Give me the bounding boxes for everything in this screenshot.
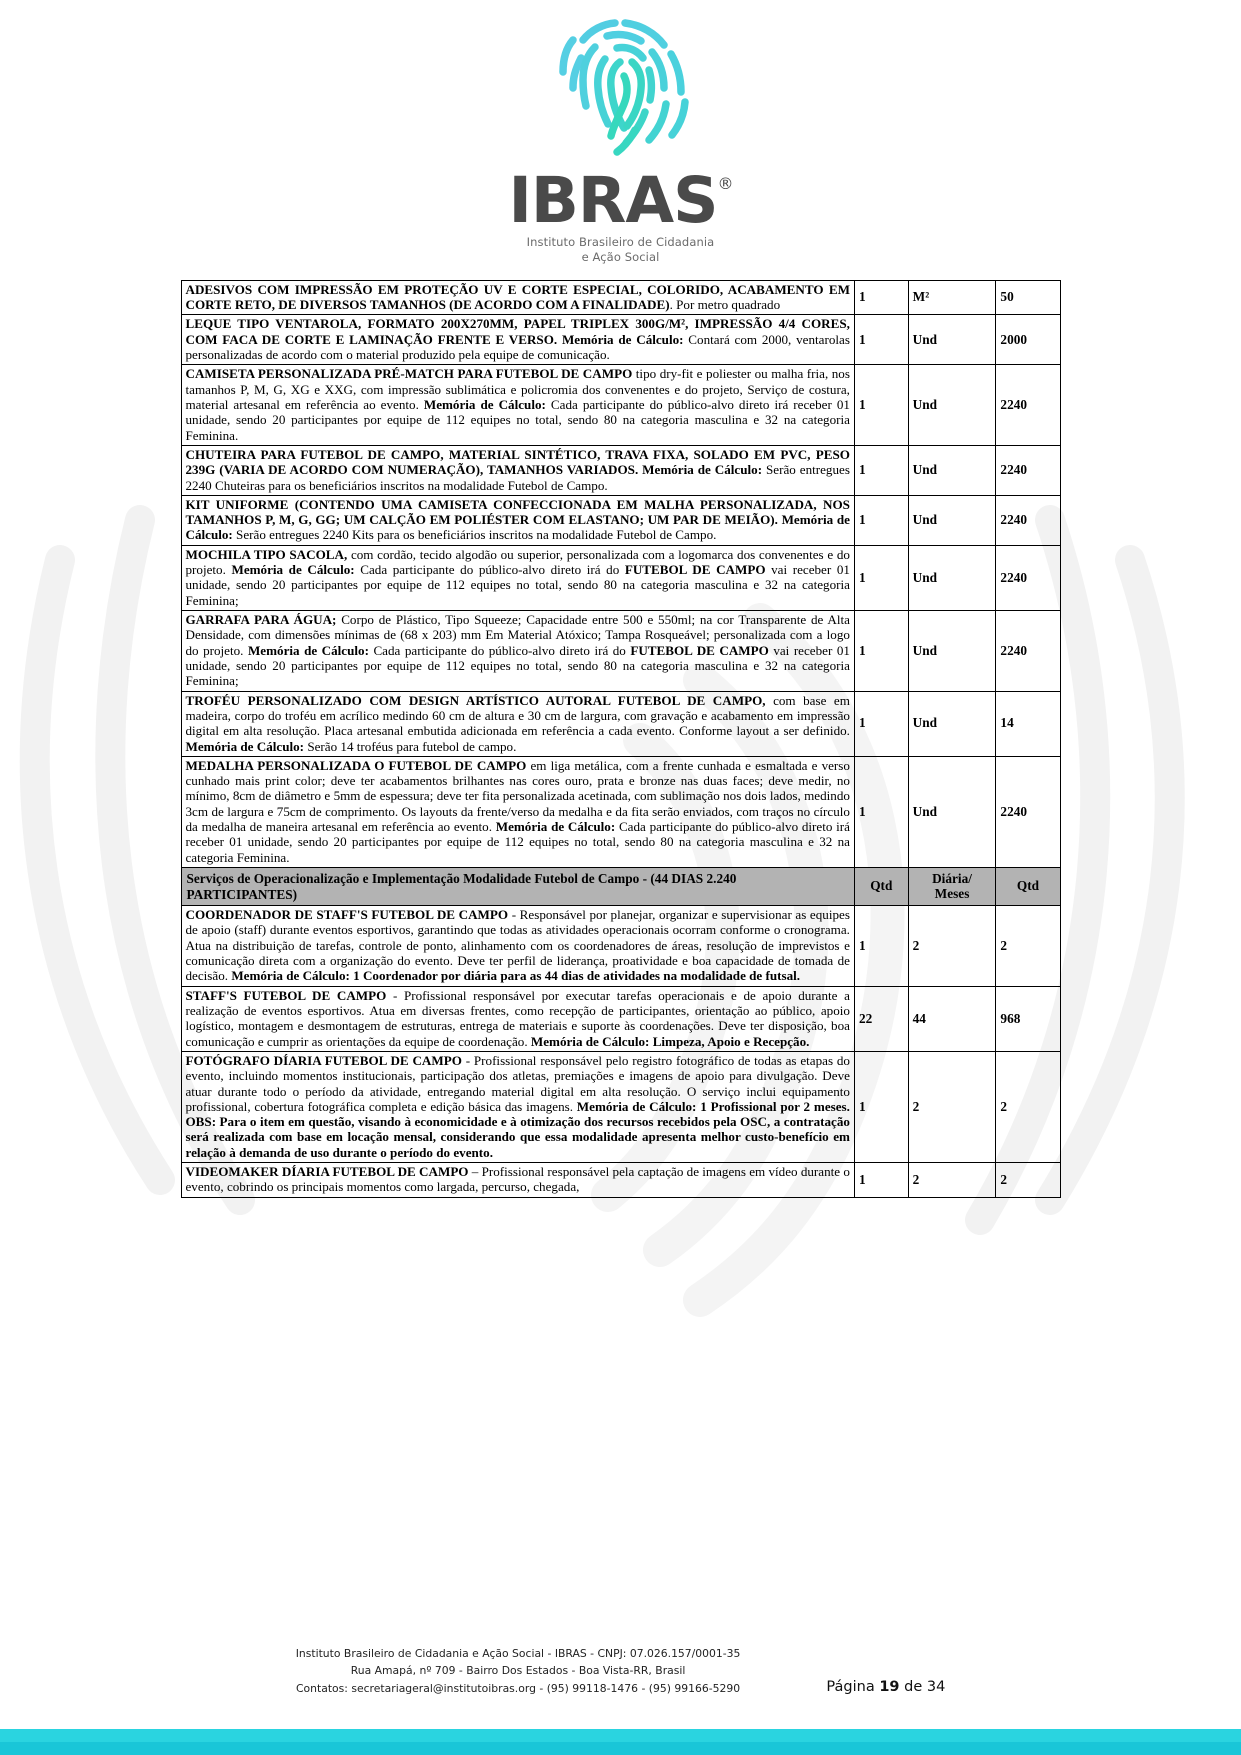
service-diaria: 44 bbox=[908, 986, 996, 1051]
item-unit: Und bbox=[908, 756, 996, 867]
item-unit: Und bbox=[908, 691, 996, 756]
item-description: CHUTEIRA PARA FUTEBOL DE CAMPO, MATERIAL SINTÉTICO, TRAVA FIXA, SOLADO EM PVC, PESO 239G (VARIA DE ACORDO COM NUMERAÇÃO), TAMANHOS VARIADOS. Memória de Cálculo: Serão entregues 2240 Chuteiras para os beneficiários inscritos na modalidade Futebol de Campo. bbox=[181, 445, 854, 495]
service-description: FOTÓGRAFO DÍARIA FUTEBOL DE CAMPO - Profissional responsável pelo registro fotográfico de todas as etapas do evento, incluindo momentos institucionais, participação dos atletas, premiações e imagens de apoio para divulgação. Deve atuar durante todo o período da atividade, entregando material digital em alta resolução. O serviço inclui equipamento profissional, cobertura fotográfica completa e edição básica das imagens. Memória de Cálculo: 1 Profissional por 2 meses. OBS: Para o item em questão, visando à economicidade e à otimização dos recursos recebidos pela OSC, a contratação será realizada com base em locação mensal, considerando que essa modalidade apresenta melhor custo-benefício em relação à demanda de uso durante o período do evento. bbox=[181, 1051, 854, 1162]
item-description: KIT UNIFORME (CONTENDO UMA CAMISETA CONFECCIONADA EM MALHA PERSONALIZADA, NOS TAMANHOS P, M, G, GG; UM CALÇÃO EM POLIÉSTER COM ELASTANO; UM PAR DE MEIÃO). Memória de Cálculo: Serão entregues 2240 Kits para os beneficiários inscritos na modalidade Futebol de Campo. bbox=[181, 495, 854, 545]
services-rows bbox=[181, 868, 1060, 1198]
page-label-prefix: Página bbox=[826, 1679, 875, 1695]
page-number-current: 19 bbox=[879, 1679, 900, 1695]
table-row bbox=[181, 611, 1060, 692]
service-qtd: 1 bbox=[854, 1051, 908, 1162]
item-description: TROFÉU PERSONALIZADO COM DESIGN ARTÍSTICO AUTORAL FUTEBOL DE CAMPO, com base em madeira, corpo do troféu em acrílico medindo 60 cm de altura e 30 cm de largura, com gravação e acabamento em impressão digital em alta resolução. Placa artesanal embutida adicionada em referência a cada evento. Conforme layout a ser definido. Memória de Cálculo: Serão 14 troféus para futebol de campo. bbox=[181, 691, 854, 756]
item-total-qtd: 14 bbox=[996, 691, 1060, 756]
table-row bbox=[181, 906, 1060, 987]
logo-wordmark-text: IBRAS bbox=[508, 164, 718, 237]
services-header-diaria: Diária/ Meses bbox=[908, 868, 996, 906]
items-table bbox=[181, 280, 1061, 1198]
service-total-qtd: 2 bbox=[996, 1051, 1060, 1162]
table-row bbox=[181, 1163, 1060, 1198]
logo-subtitle bbox=[0, 235, 1241, 266]
services-header-qtd2: Qtd bbox=[996, 868, 1060, 906]
item-description: ADESIVOS COM IMPRESSÃO EM PROTEÇÃO UV E CORTE ESPECIAL, COLORIDO, ACABAMENTO EM CORTE RETO, DE DIVERSOS TAMANHOS (DE ACORDO COM A FINALIDADE). Por metro quadrado bbox=[181, 280, 854, 315]
table-row bbox=[181, 280, 1060, 315]
table-row bbox=[181, 495, 1060, 545]
ibras-fingerprint-logo-icon bbox=[521, 14, 721, 174]
table-row bbox=[181, 691, 1060, 756]
item-unit: Und bbox=[908, 445, 996, 495]
table-row bbox=[181, 986, 1060, 1051]
item-unit: M² bbox=[908, 280, 996, 315]
service-qtd: 1 bbox=[854, 1163, 908, 1198]
item-qtd: 1 bbox=[854, 495, 908, 545]
item-description: GARRAFA PARA ÁGUA; Corpo de Plástico, Tipo Squeeze; Capacidade entre 500 e 550ml; na cor Transparente de Alta Densidade, com dimensões mínimas de (68 x 203) mm Em Material Atóxico; Tampa Rosqueável; personalizada com a logo do projeto. Memória de Cálculo: Cada participante do público-alvo direto irá do FUTEBOL DE CAMPO vai receber 01 unidade, sendo 20 participantes por equipe de 112 equipes no total, sendo 80 na categoria masculina e 32 na categoria Feminina; bbox=[181, 611, 854, 692]
item-qtd: 1 bbox=[854, 445, 908, 495]
service-total-qtd: 968 bbox=[996, 986, 1060, 1051]
table-row bbox=[181, 315, 1060, 365]
service-qtd: 1 bbox=[854, 906, 908, 987]
footer-org-info bbox=[296, 1645, 741, 1697]
item-qtd: 1 bbox=[854, 756, 908, 867]
table-row bbox=[181, 756, 1060, 867]
footer-color-bar-inner bbox=[0, 1742, 1241, 1755]
item-qtd: 1 bbox=[854, 545, 908, 610]
item-qtd: 1 bbox=[854, 611, 908, 692]
footer-line-1: Instituto Brasileiro de Cidadania e Ação Social - IBRAS - CNPJ: 07.026.157/0001-35 bbox=[295, 1646, 741, 1660]
item-qtd: 1 bbox=[854, 365, 908, 446]
logo-subtitle-line2: e Ação Social bbox=[581, 250, 660, 265]
service-description: VIDEOMAKER DÍARIA FUTEBOL DE CAMPO – Profissional responsável pela captação de imagens em vídeo durante o evento, cobrindo os principais momentos como largada, percurso, chegada, bbox=[181, 1163, 854, 1198]
item-unit: Und bbox=[908, 545, 996, 610]
footer-line-2: Rua Amapá, nº 709 - Bairro Dos Estados - Boa Vista-RR, Brasil bbox=[350, 1664, 686, 1678]
items-table-container bbox=[181, 280, 1061, 1198]
page-label-mid: de bbox=[904, 1679, 923, 1695]
materials-rows bbox=[181, 280, 1060, 867]
item-description: LEQUE TIPO VENTAROLA, FORMATO 200X270MM, PAPEL TRIPLEX 300G/M², IMPRESSÃO 4/4 CORES, COM FACA DE CORTE E LAMINAÇÃO FRENTE E VERSO. Memória de Cálculo: Contará com 2000, ventarolas personalizadas de acordo com o material produzido pela equipe de comunicação. bbox=[181, 315, 854, 365]
item-qtd: 1 bbox=[854, 315, 908, 365]
item-total-qtd: 50 bbox=[996, 280, 1060, 315]
service-total-qtd: 2 bbox=[996, 906, 1060, 987]
item-description: MEDALHA PERSONALIZADA O FUTEBOL DE CAMPO em liga metálica, com a frente cunhada e esmaltada e verso cunhado mais print color; deve ter acabamentos brilhantes nas cores ouro, prata e bronze nas duas faces; deve medir, no mínimo, 8cm de diâmetro e 5mm de espessura; deve ter fita personalizada acetinada, com sublimação nos dois lados, medindo 3cm de largura e 75cm de comprimento. Os layouts da frente/verso da medalha e da fita serão enviados, com traços no círculo da medalha de maneira artesanal em referência ao evento. Memória de Cálculo: Cada participante do público-alvo direto irá receber 01 unidade, sendo 20 participantes por equipe de 112 equipes no total, sendo 80 na categoria masculina e 32 na categoria Feminina. bbox=[181, 756, 854, 867]
item-description: MOCHILA TIPO SACOLA, com cordão, tecido algodão ou superior, personalizada com a logomarca dos convenentes e do projeto. Memória de Cálculo: Cada participante do público-alvo direto irá do FUTEBOL DE CAMPO vai receber 01 unidade, sendo 20 participantes por equipe de 112 equipes no total, sendo 80 na categoria masculina e 32 na categoria Feminina; bbox=[181, 545, 854, 610]
footer-color-bar bbox=[0, 1729, 1241, 1755]
item-qtd: 1 bbox=[854, 691, 908, 756]
page-footer bbox=[0, 1645, 1241, 1697]
item-total-qtd: 2000 bbox=[996, 315, 1060, 365]
item-qtd: 1 bbox=[854, 280, 908, 315]
page-number-total: 34 bbox=[926, 1679, 946, 1695]
service-diaria: 2 bbox=[908, 1051, 996, 1162]
logo-wordmark bbox=[508, 164, 733, 237]
table-row bbox=[181, 445, 1060, 495]
registered-trademark-icon: ® bbox=[717, 174, 733, 193]
item-total-qtd: 2240 bbox=[996, 495, 1060, 545]
item-total-qtd: 2240 bbox=[996, 545, 1060, 610]
services-section-header bbox=[181, 868, 1060, 906]
services-header-qtd: Qtd bbox=[854, 868, 908, 906]
document-header bbox=[0, 0, 1241, 266]
table-row bbox=[181, 545, 1060, 610]
logo-subtitle-line1: Instituto Brasileiro de Cidadania bbox=[526, 234, 715, 249]
item-unit: Und bbox=[908, 495, 996, 545]
service-description: COORDENADOR DE STAFF'S FUTEBOL DE CAMPO - Responsável por planejar, organizar e supervisionar as equipes de apoio (staff) durante eventos esportivos, garantindo que todas as atividades operacionais ocorram conforme o cronograma. Atua na distribuição de tarefas, controle de ponto, alinhamento com os coordenadores de áreas, resolução de imprevistos e comunicação direta com a organização do evento. Deve ter perfil de liderança, proatividade e boa capacidade de tomada de decisão. Memória de Cálculo: 1 Coordenador por diária para as 44 dias de atividades na modalidade de futsal. bbox=[181, 906, 854, 987]
item-total-qtd: 2240 bbox=[996, 756, 1060, 867]
service-diaria: 2 bbox=[908, 906, 996, 987]
service-diaria: 2 bbox=[908, 1163, 996, 1198]
item-unit: Und bbox=[908, 315, 996, 365]
item-unit: Und bbox=[908, 365, 996, 446]
table-row bbox=[181, 1051, 1060, 1162]
item-total-qtd: 2240 bbox=[996, 611, 1060, 692]
services-section-title: Serviços de Operacionalização e Implementação Modalidade Futebol de Campo - (44 DIAS 2.240 PARTICIPANTES) bbox=[181, 868, 854, 906]
service-description: STAFF'S FUTEBOL DE CAMPO - Profissional responsável por executar tarefas operacionais e de apoio durante a realização de eventos esportivos. Atua em diversas frentes, como recepção de participantes, orientação ao público, apoio logístico, montagem e desmontagem de estruturas, entrega de materiais e suporte às coordenações. Deve ter disposição, boa comunicação e cumprir as orientações da equipe de coordenação. Memória de Cálculo: Limpeza, Apoio e Recepção. bbox=[181, 986, 854, 1051]
table-row bbox=[181, 365, 1060, 446]
item-unit: Und bbox=[908, 611, 996, 692]
footer-line-3: Contatos: secretariageral@institutoibras.org - (95) 99118-1476 - (95) 99166-5290 bbox=[295, 1681, 741, 1695]
item-total-qtd: 2240 bbox=[996, 365, 1060, 446]
page-number-label bbox=[826, 1679, 945, 1697]
item-total-qtd: 2240 bbox=[996, 445, 1060, 495]
service-qtd: 22 bbox=[854, 986, 908, 1051]
service-total-qtd: 2 bbox=[996, 1163, 1060, 1198]
item-description: CAMISETA PERSONALIZADA PRÉ-MATCH PARA FUTEBOL DE CAMPO tipo dry-fit e poliester ou malha fria, nos tamanhos P, M, G, XG e XXG, com impressão sublimática e policromia dos convenentes e do projeto, Serviço de costura, material artesanal em referência ao evento. Memória de Cálculo: Cada participante do público-alvo direto irá receber 01 unidade, sendo 20 participantes por equipe de 112 equipes no total, sendo 80 na categoria masculina e 32 na categoria Feminina. bbox=[181, 365, 854, 446]
